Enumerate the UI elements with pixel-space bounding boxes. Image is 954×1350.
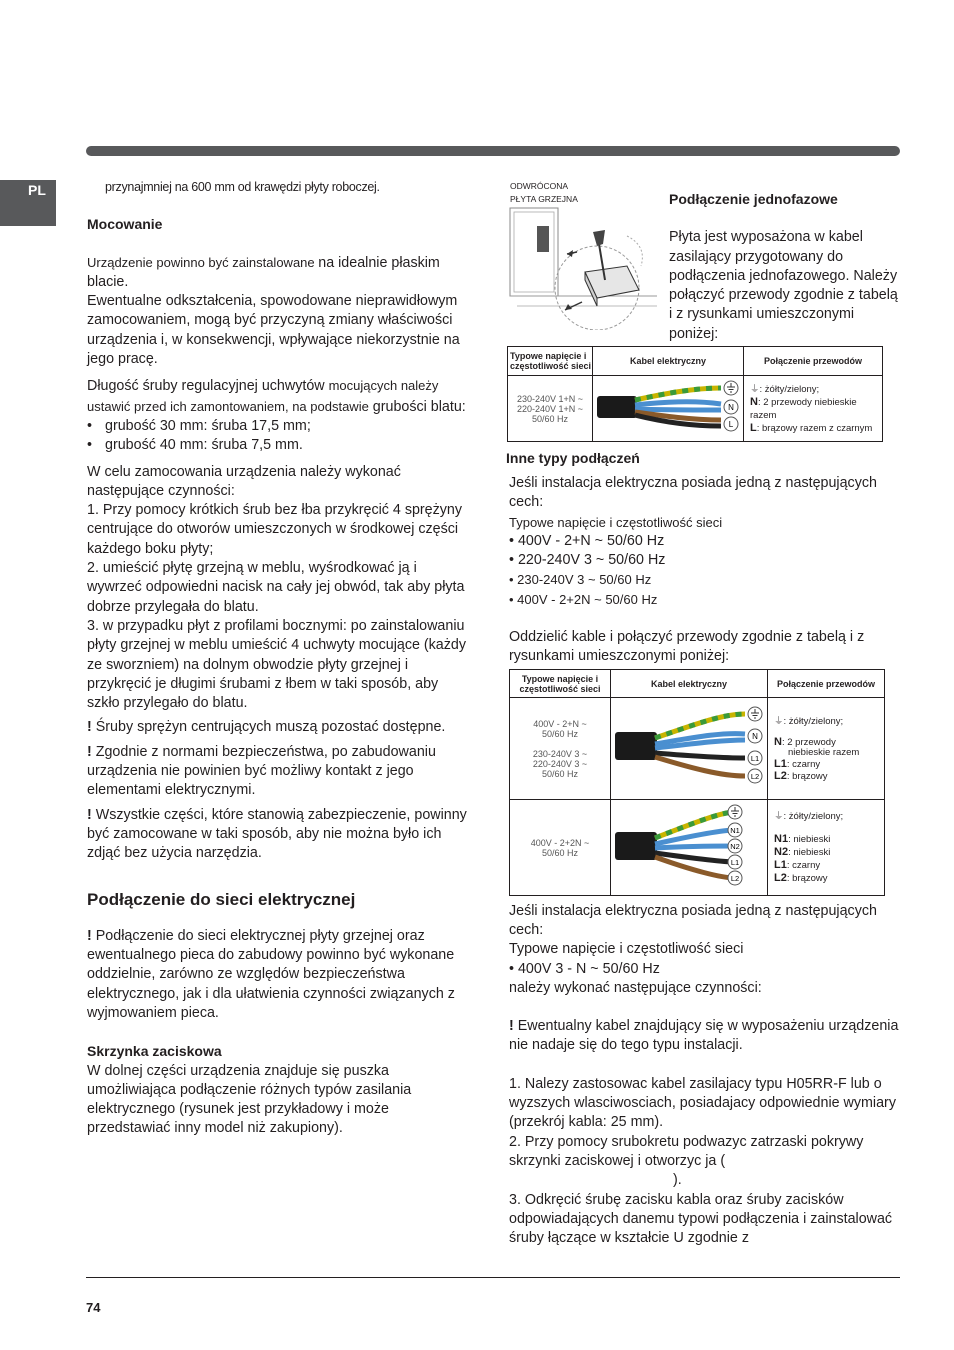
figure-label-1: ODWRÓCONA xyxy=(510,181,569,191)
cable-illustration xyxy=(593,376,743,436)
wire-label-l1: L1 xyxy=(730,858,740,867)
connection-cell: ⏚: żółty/zielony; N1: niebieski N2: niebieski L1: czarny L2: brązowy xyxy=(768,800,885,896)
left-column xyxy=(87,178,467,1139)
wire-label-n1: N1 xyxy=(730,826,740,835)
cable-cell xyxy=(611,800,768,896)
connection-cell: ⏚: żółty/zielony; N: 2 przewody niebieskie razem L1: czarny L2: brązowy xyxy=(768,698,885,800)
option-1: • 400V - 2+N ~ 50/60 Hz xyxy=(509,532,665,549)
step-3: 3. w przypadku płyt z profilami bocznymi: po zainstalowaniu płyty grzejnej w meblu umieścić 4 uchwyty mocujące (każdy ze sworzniem) na dolnym obwodzie płyty grzejnej i przykręcić je długimi śrubami z łbem w taki sposób, aby szkło przylegało do blatu. xyxy=(87,617,467,712)
voltage-cell: 400V - 2+2N ~ 50/60 Hz xyxy=(510,800,611,896)
wire-label-l2: L2 xyxy=(730,874,740,883)
skrzynka-text: W dolnej części urządzenia znajduje się puszka umożliwiająca podłączenie różnych typów zasilania elektrycznego (rysunek jest przykładowy i może przedstawiać inny model niż zakupiony). xyxy=(87,1062,412,1137)
mocowanie-para-1: Urządzenie powinno być zainstalowane na idealnie płaskim blacie. xyxy=(87,254,440,290)
other-intro-sub: Typowe napięcie i częstotliwość sieci xyxy=(509,514,723,530)
warning-3: ! Wszystkie części, które stanowią zabezpieczenie, powinny być zamocowane w taki sposób, aby nie można było ich zdjąć bez użycia narzędzia. xyxy=(87,806,467,862)
voltage-cell: 400V - 2+N ~ 50/60 Hz 230-240V 3 ~ 220-240V 3 ~ 50/60 Hz xyxy=(510,698,611,800)
cable-cell xyxy=(593,376,744,442)
earth-icon: ⏚ xyxy=(750,383,760,395)
intro-text: przynajmniej na 600 mm od krawędzi płyty roboczej. xyxy=(105,180,380,194)
cable-illustration xyxy=(611,698,767,794)
warning-2: ! Zgodnie z normami bezpieczeństwa, po zabudowaniu urządzenia nie powinien być możliwy kontakt z jego elementami elektrycznymi. xyxy=(87,743,436,799)
warning-1: ! Śruby sprężyn centrujących muszą pozostać dostępne. xyxy=(87,719,446,736)
voltage-cell: 230-240V 1+N ~ 220-240V 1+N ~ 50/60 Hz xyxy=(508,376,593,442)
three-phase-table xyxy=(509,669,885,896)
steps-intro: W celu zamocowania urządzenia należy wykonać następujące czynności: xyxy=(87,463,401,499)
terminal-box-figure xyxy=(507,180,663,330)
section-heading: Podłączenie do sieci elektrycznej xyxy=(87,889,356,909)
wire-label-l1: L1 xyxy=(750,754,760,763)
step-open-box: 2. Przy pomocy srubokretu podwazyc zatrzaski pokrywy skrzynki zaciskowej i otworzyc ja ( ). xyxy=(509,1133,864,1189)
step-cable-type: 1. Nalezy zastosowac kabel zasilajacy typu H05RR-F lub o wyzszych wlasciwosciach, posiadajacy odpowiednie wymiary (przekrój kabla: 25 mm). xyxy=(509,1075,896,1131)
step-unscrew: 3. Odkręcić śrubę zacisku kabla oraz śruby zacisków odpowiadających danemu typowi podłączenia i zainstalować śruby łączące w kształcie U zgodnie z xyxy=(509,1191,893,1247)
option-4: • 400V - 2+2N ~ 50/60 Hz xyxy=(509,591,658,607)
language-tab: PL xyxy=(0,180,56,226)
three-phase-intro-sub: Typowe napięcie i częstotliwość sieci xyxy=(509,941,744,958)
list-item: • grubość 30 mm: śruba 17,5 mm; xyxy=(87,417,467,436)
other-types-heading: Inne typy podłączeń xyxy=(506,450,640,466)
other-intro: Jeśli instalacja elektryczna posiada jedną z następujących cech: xyxy=(509,475,877,511)
screw-para: Długość śruby regulacyjnej uchwytów mocujących należy ustawić przed ich zamontowaniem, na podstawie grubości blatu: xyxy=(87,378,466,415)
warning-cable: ! Ewentualny kabel znajdujący się w wyposażeniu urządzenia nie nadaje się do tego typu instalacji. xyxy=(509,1018,899,1054)
wire-label-n: N xyxy=(728,403,734,412)
footer-rule xyxy=(86,1277,900,1278)
step-1: 1. Przy pomocy krótkich śrub bez łba przykręcić 4 sprężyny centrujące do otworów umieszczonych w środkowej części każdego boku płyty; xyxy=(87,502,463,557)
separate-cables-text: Oddzielić kable i połączyć przewody zgodnie z tabelą i z rysunkami umieszczonymi poniżej: xyxy=(509,629,865,665)
table-header: Kabel elektryczny xyxy=(611,670,768,698)
option-5: • 400V 3 - N ~ 50/60 Hz xyxy=(509,960,660,977)
thickness-list xyxy=(87,417,467,456)
earth-icon: ⏚ xyxy=(774,811,784,822)
skrzynka-heading: Skrzynka zaciskowa xyxy=(87,1043,222,1060)
wire-label-l2: L2 xyxy=(750,772,760,781)
table-header: Połączenie przewodów xyxy=(744,347,883,376)
three-phase-intro-end: należy wykonać następujące czynności: xyxy=(509,979,762,996)
wire-label-n: N xyxy=(752,732,758,741)
connection-cell: ⏚: żółty/zielony; N: 2 przewody niebieskie razem L: brązowy razem z czarnym xyxy=(744,376,883,442)
cable-cell xyxy=(611,698,768,800)
table-header: Połączenie przewodów xyxy=(768,670,885,698)
figure-label-2: PŁYTA GRZEJNA xyxy=(510,194,578,204)
wire-label-n2: N2 xyxy=(730,842,740,851)
single-phase-text: Płyta jest wyposażona w kabel zasilający przygotowany do podłączenia jednofazowego. Należy połączyć przewody zgodnie z tabelą i z rysunkami umieszczonymi poniżej: xyxy=(669,229,898,342)
three-phase-intro: Jeśli instalacja elektryczna posiada jedną z następujących cech: xyxy=(509,902,877,938)
option-3: • 230-240V 3 ~ 50/60 Hz xyxy=(509,572,652,588)
table-header: Typowe napięcie i częstotliwość sieci xyxy=(510,670,611,698)
mocowanie-para-2: Ewentualne odkształcenia, spowodowane nieprawidłowym zamocowaniem, mogą być przyczyną zmiany właściwości urządzenia i, w konsekwencji, wpływające niekorzystnie na jego pracę. xyxy=(87,293,460,368)
single-phase-table xyxy=(507,346,883,442)
warning-4: ! Podłączenie do sieci elektrycznej płyty grzejnej oraz ewentualnego pieca do zabudowy powinno być wykonane oddzielnie, zarówno ze względów bezpieczeństwa elektrycznego, jak i dla ułatwienia czynności związanych z wyjmowaniem pieca. xyxy=(87,927,455,1021)
wire-label-l: L xyxy=(728,420,734,429)
single-phase-heading: Podłączenie jednofazowe xyxy=(669,191,838,207)
hob-drawing xyxy=(507,180,663,330)
cable-illustration xyxy=(611,800,767,890)
option-2: • 220-240V 3 ~ 50/60 Hz xyxy=(509,552,666,569)
page-number: 74 xyxy=(86,1300,101,1315)
list-item: • grubość 40 mm: śruba 7,5 mm. xyxy=(87,436,467,455)
mocowanie-heading: Mocowanie xyxy=(87,216,163,233)
single-phase-section xyxy=(669,190,899,344)
earth-icon: ⏚ xyxy=(774,715,784,727)
step-2: 2. umieścić płytę grzejną w meblu, wyśrodkować ją i wywrzeć odpowiedni nacisk na cały jej obwód, tak aby płyta dobrze przylegała do blatu. xyxy=(87,560,465,615)
table-header: Kabel elektryczny xyxy=(593,347,744,376)
header-bar xyxy=(86,146,900,156)
table-header: Typowe napięcie i częstotliwość sieci xyxy=(508,347,593,376)
